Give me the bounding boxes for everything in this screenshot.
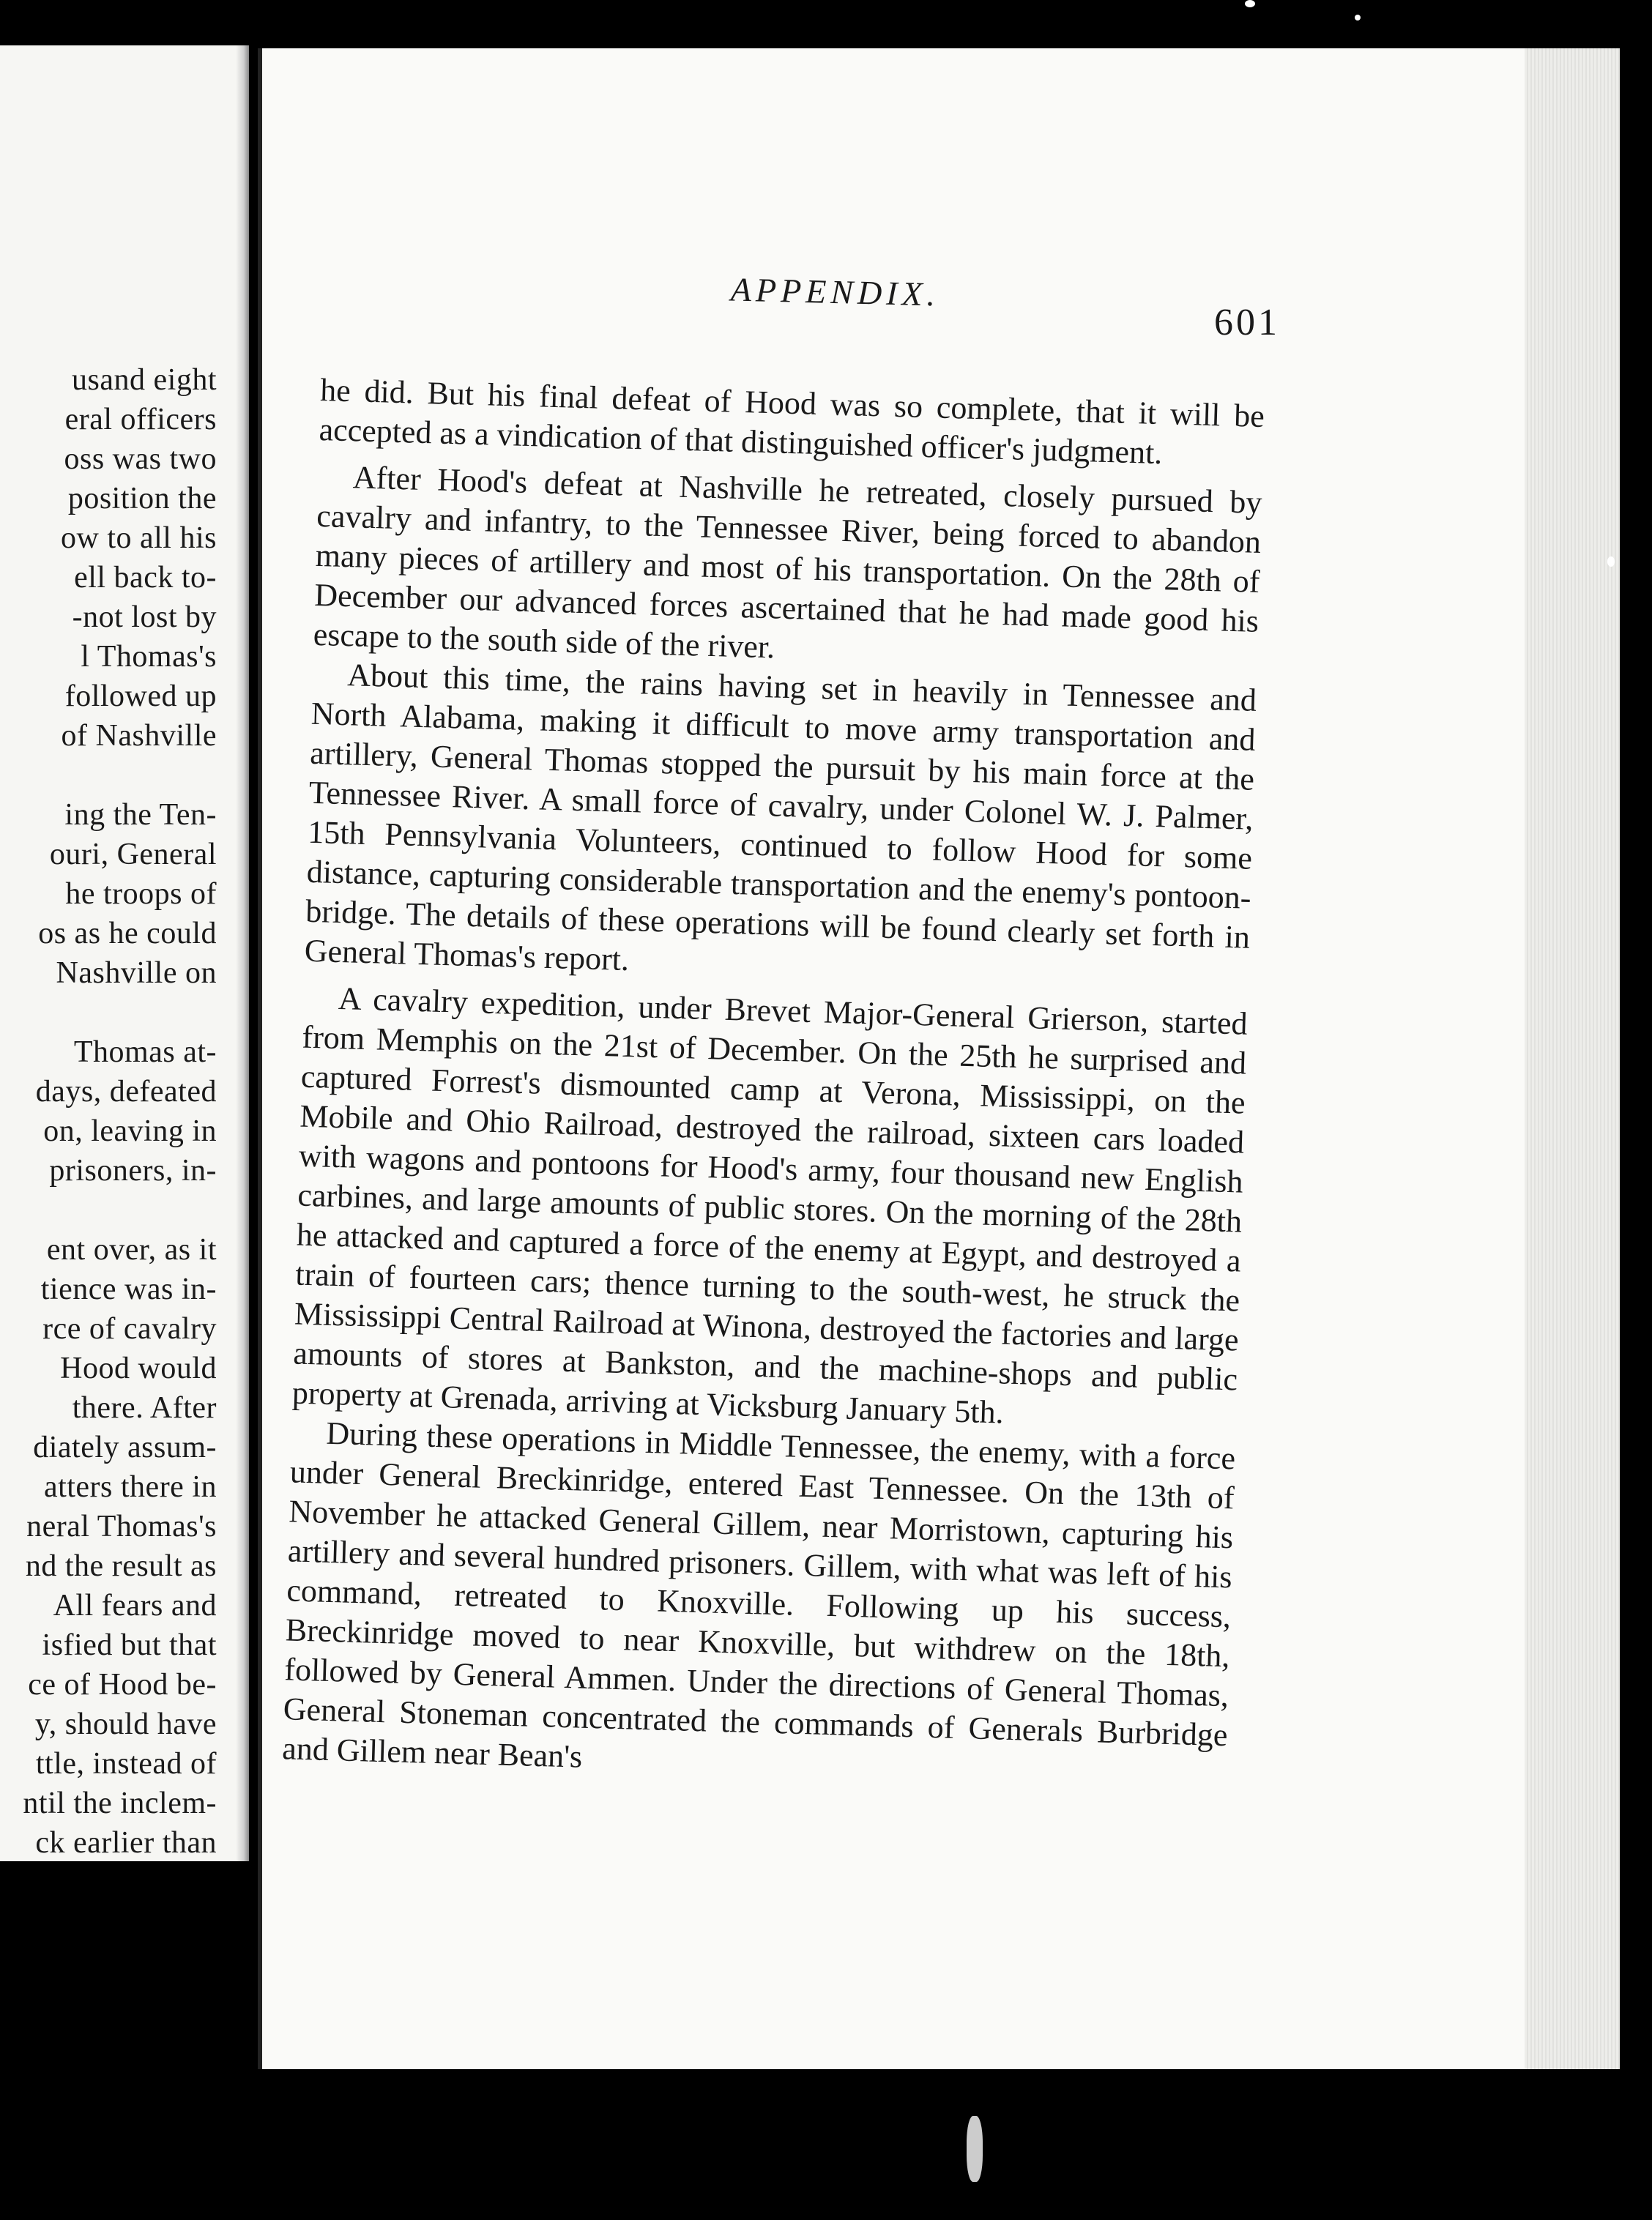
left-line: neral Thomas's	[26, 1510, 217, 1543]
left-line-gap	[23, 993, 217, 1032]
paragraph: he did. But his final defeat of Hood was so complete, that it will be accepted as a vindication of that distinguished officer's judgment.	[319, 371, 1265, 472]
left-line: tience was in-	[40, 1273, 217, 1306]
left-line: ce of Hood be-	[28, 1668, 217, 1702]
left-line: he troops of	[65, 877, 217, 911]
scan-speck	[967, 2116, 983, 2182]
left-line: ntil the inclem-	[23, 1787, 217, 1820]
paragraph: After Hood's defeat at Nashville he retreated, closely pursued by cavalry and infantry, to the Tennessee River, being forced to abandon many pieces of artillery and most of his transportation. On the 28th of December our advanced forces ascertained that he had made good his escape to the south side of the river.	[313, 459, 1263, 666]
paragraph: During these operations in Middle Tennessee, the enemy, with a force under General Breckinridge, entered East Tennessee. On the 13th of November he attacked General Gillem, near Morristown, capturing his artillery and several hundred prisoners. Gillem, with what was left of his command, retreated to Knoxville. Following up his success, Breckinridge moved to near Knoxville, but withdrew on the 18th, followed by General Ammen. Under the directions of General Thomas, General Stoneman concentrated the commands of Generals Burbridge and Gillem near Bean's	[281, 1415, 1236, 1775]
left-line-gap	[23, 1191, 217, 1230]
scan-speck	[1607, 556, 1615, 567]
left-line: All fears and	[53, 1589, 217, 1623]
left-line: prisoners, in-	[49, 1154, 217, 1188]
left-line: isfied but that	[42, 1628, 217, 1662]
left-line: position the	[67, 482, 217, 515]
left-line: l Thomas's	[81, 640, 217, 674]
left-line: eral officers	[64, 403, 217, 436]
left-line: Hood would	[60, 1352, 217, 1385]
left-line: oss was two	[64, 442, 217, 476]
left-line: nd the result as	[25, 1549, 217, 1583]
left-line: usand eight	[72, 363, 217, 397]
right-page	[258, 48, 1620, 2069]
left-line: ttle, instead of	[35, 1747, 217, 1781]
left-line: rce of cavalry	[42, 1312, 217, 1346]
scan-speck	[1355, 15, 1361, 21]
left-line: ing the Ten-	[64, 798, 217, 832]
left-line: ell back to-	[74, 561, 217, 595]
left-line: ouri, General	[49, 838, 217, 871]
paragraph: A cavalry expedition, under Brevet Major-General Grierson, started from Memphis on the 21st of December. On the 25th he surprised and captured Forrest's dismounted camp at Verona, Mississippi, on the Mobile and Ohio Railroad, destroyed the railroad, sixteen cars loaded with wagons and pontoons for Hood's army, four thousand new English carbines, and large amounts of public stores. On the morning of the 28th he attacked and captured a force of the enemy at Egypt, and destroyed a train of fourteen cars; thence turning to the south-west, he struck the Mississippi Central Railroad at Winona, destroyed the factories and large amounts of stores at Bankston, and the machine-shops and public property at Grenada, arriving at Vicksburg January 5th.	[291, 980, 1249, 1431]
left-line: os as he could	[38, 917, 217, 950]
page-edges	[1525, 48, 1620, 2069]
scan-speck	[1245, 0, 1255, 7]
left-line: ck earlier than	[35, 1826, 217, 1860]
left-line: atters there in	[43, 1470, 217, 1504]
left-line: there. After	[72, 1391, 217, 1425]
left-line: ow to all his	[61, 521, 217, 555]
left-line: diately assum-	[33, 1431, 217, 1464]
left-line: of Nashville	[61, 719, 217, 753]
left-line: y, should have	[34, 1707, 217, 1741]
left-page-text	[23, 360, 217, 1861]
left-line: on, leaving in	[43, 1114, 217, 1148]
book-gutter	[236, 45, 249, 1861]
left-line: followed up	[64, 679, 217, 713]
running-head: APPENDIX.	[730, 270, 940, 313]
page-number: 601	[1214, 302, 1280, 343]
left-line: ent over, as it	[46, 1233, 217, 1267]
body-text	[281, 370, 1265, 1802]
left-line: days, defeated	[35, 1075, 217, 1109]
left-line-gap	[23, 756, 217, 795]
paragraph: About this time, the rains having set in heavily in Tennessee and North Alabama, making it difficult to move army transportation and artillery, General Thomas stopped the pursuit by his main force at the Tennessee River. A small force of cavalry, under Colonel W. J. Palmer, 15th Pennsylvania Volunteers, continued to follow Hood for some distance, capturing considerable transportation and the enemy's pontoon-bridge. The details of these operations will be found clearly set forth in General Thomas's report.	[304, 657, 1257, 978]
left-line: Nashville on	[56, 956, 217, 990]
left-line: -not lost by	[72, 600, 217, 634]
left-line: Thomas at-	[73, 1035, 217, 1069]
left-page	[0, 45, 249, 1861]
